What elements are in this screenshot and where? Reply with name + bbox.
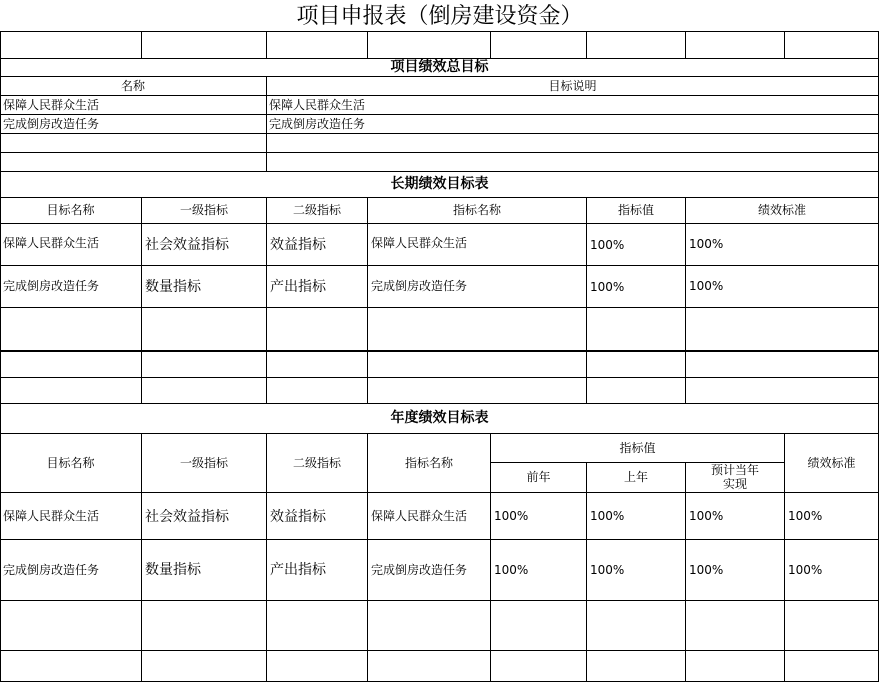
- column-header-value-group: 指标值: [619, 441, 656, 455]
- standard-cell: 100%: [689, 237, 724, 251]
- hline: [0, 600, 879, 601]
- prev-year-cell: 100%: [494, 509, 529, 523]
- standard-cell: 100%: [788, 563, 823, 577]
- hline: [0, 114, 879, 115]
- column-header-expected-line2: 实现: [722, 477, 747, 491]
- indicator-cell: 完成倒房改造任务: [371, 279, 468, 293]
- value-cell: 100%: [590, 280, 625, 294]
- goal-description-cell: 保障人民群众生活: [269, 98, 366, 112]
- section-heading: 年度绩效目标表: [390, 410, 489, 426]
- level1-cell: 社会效益指标: [145, 237, 229, 253]
- column-header-standard: 绩效标准: [757, 203, 806, 217]
- column-header-level1: 一级指标: [179, 456, 228, 470]
- vline: [784, 31, 785, 58]
- hline: [0, 377, 879, 378]
- goal-name-cell: 完成倒房改造任务: [3, 563, 100, 577]
- column-header-expected-line1: 预计当年: [710, 463, 759, 477]
- standard-cell: 100%: [788, 509, 823, 523]
- column-header-goal: 目标名称: [46, 456, 95, 470]
- last-year-cell: 100%: [590, 563, 625, 577]
- level1-cell: 社会效益指标: [145, 509, 229, 525]
- goal-name-cell: 保障人民群众生活: [3, 98, 100, 112]
- level2-cell: 效益指标: [270, 237, 326, 253]
- vline: [266, 31, 267, 58]
- value-cell: 100%: [590, 238, 625, 252]
- column-header-goal: 目标名称: [46, 203, 95, 217]
- hline: [0, 650, 879, 651]
- indicator-cell: 保障人民群众生活: [371, 236, 468, 250]
- column-header-indicator: 指标名称: [452, 203, 501, 217]
- column-header-last-year: 上年: [623, 470, 648, 484]
- level2-cell: 效益指标: [270, 509, 326, 525]
- hline: [0, 223, 879, 224]
- hline: [0, 307, 879, 308]
- column-header-value: 指标值: [617, 203, 654, 217]
- section-heading: 长期绩效目标表: [390, 176, 489, 192]
- level1-cell: 数量指标: [145, 562, 201, 578]
- border-left: [0, 31, 1, 682]
- hline: [0, 152, 879, 153]
- vline: [367, 31, 368, 58]
- vline: [586, 31, 587, 58]
- indicator-cell: 保障人民群众生活: [371, 509, 468, 523]
- goal-name-cell: 保障人民群众生活: [3, 236, 100, 250]
- vline: [141, 31, 142, 58]
- section-heading: 项目绩效总目标: [390, 59, 489, 75]
- goal-name-cell: 完成倒房改造任务: [3, 117, 100, 131]
- vline: [141, 197, 142, 403]
- vline: [586, 197, 587, 403]
- indicator-cell: 完成倒房改造任务: [371, 563, 468, 577]
- column-header-indicator: 指标名称: [404, 456, 453, 470]
- expected-cell: 100%: [689, 509, 724, 523]
- expected-cell: 100%: [689, 563, 724, 577]
- vline: [685, 462, 686, 682]
- hline: [0, 539, 879, 540]
- prev-year-cell: 100%: [494, 563, 529, 577]
- vline: [685, 197, 686, 403]
- column-header-standard: 绩效标准: [807, 456, 856, 470]
- column-header-level2: 二级指标: [292, 203, 341, 217]
- hline: [0, 95, 879, 96]
- vline: [367, 197, 368, 403]
- hline: [0, 133, 879, 134]
- column-header-prev-year: 前年: [526, 470, 551, 484]
- column-header-description: 目标说明: [548, 79, 597, 93]
- last-year-cell: 100%: [590, 509, 625, 523]
- level2-cell: 产出指标: [270, 562, 326, 578]
- level2-cell: 产出指标: [270, 279, 326, 295]
- standard-cell: 100%: [689, 279, 724, 293]
- goal-name-cell: 保障人民群众生活: [3, 509, 100, 523]
- vline: [266, 197, 267, 403]
- vline: [685, 31, 686, 58]
- column-header-level2: 二级指标: [292, 456, 341, 470]
- hline: [0, 492, 879, 493]
- hline-thick: [0, 350, 879, 352]
- level1-cell: 数量指标: [145, 279, 201, 295]
- column-header-level1: 一级指标: [179, 203, 228, 217]
- column-header-name: 名称: [120, 79, 145, 93]
- goal-name-cell: 完成倒房改造任务: [3, 279, 100, 293]
- goal-description-cell: 完成倒房改造任务: [269, 117, 366, 131]
- hline: [0, 31, 879, 32]
- hline: [0, 265, 879, 266]
- page-title: 项目申报表（倒房建设资金）: [296, 4, 583, 29]
- vline: [490, 31, 491, 58]
- vline: [586, 462, 587, 682]
